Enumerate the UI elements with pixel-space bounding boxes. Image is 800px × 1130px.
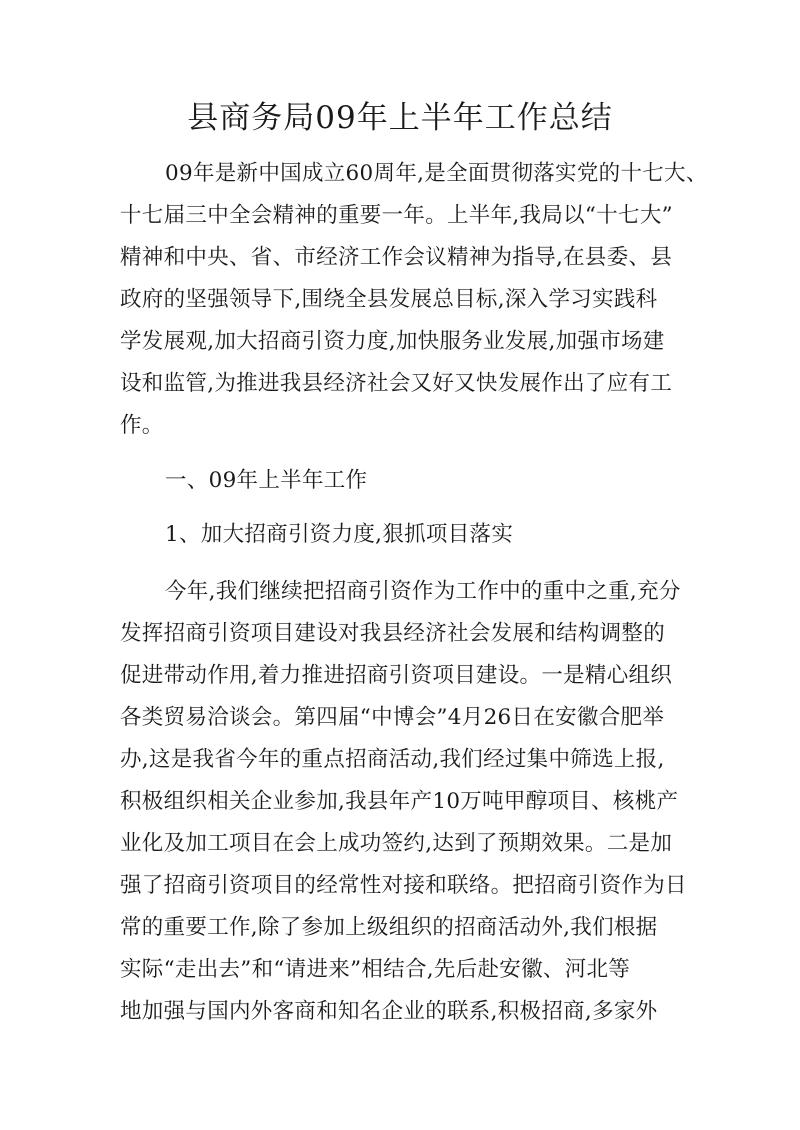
paragraph-line-14: 业化及加工项目在会上成功签约,达到了预期效果。二是加 [120, 831, 673, 856]
document-title: 县商务局09年上半年工作总结 [187, 100, 613, 136]
subsection-heading: 1、加大招商引资力度,狠抓项目落实 [165, 522, 514, 547]
paragraph-line-4: 政府的坚强领导下,围绕全县发展总目标,深入学习实践科 [120, 287, 658, 312]
paragraph-line-16: 常的重要工作,除了参加上级组织的招商活动外,我们根据 [120, 915, 658, 940]
paragraph-line-18: 地加强与国内外客商和知名企业的联系,积极招商,多家外 [120, 999, 658, 1024]
paragraph-line-7: 作。 [120, 413, 164, 438]
paragraph-line-15: 强了招商引资项目的经常性对接和联络。把招商引资作为日 [120, 873, 687, 898]
paragraph-line-3: 精神和中央、省、市经济工作会议精神为指导,在县委、县 [120, 245, 673, 270]
paragraph-line-5: 学发展观,加大招商引资力度,加快服务业发展,加强市场建 [120, 329, 665, 354]
section-heading: 一、09年上半年工作 [165, 468, 368, 493]
paragraph-line-17: 实际“走出去”和“请进来”相结合,先后赴安徽、河北等 [120, 957, 631, 982]
paragraph-line-11: 各类贸易洽谈会。第四届“中博会”4月26日在安徽合肥举 [120, 705, 665, 730]
paragraph-line-8: 今年,我们继续把招商引资作为工作中的重中之重,充分 [165, 579, 681, 604]
paragraph-line-12: 办,这是我省今年的重点招商活动,我们经过集中筛选上报, [120, 747, 665, 772]
paragraph-line-6: 设和监管,为推进我县经济社会又好又快发展作出了应有工 [120, 371, 673, 396]
paragraph-line-13: 积极组织相关企业参加,我县年产10万吨甲醇项目、核桃产 [120, 789, 679, 814]
paragraph-line-2: 十七届三中全会精神的重要一年。上半年,我局以“十七大” [120, 203, 673, 228]
paragraph-line-9: 发挥招商引资项目建设对我县经济社会发展和结构调整的 [120, 621, 666, 646]
paragraph-line-10: 促进带动作用,着力推进招商引资项目建设。一是精心组织 [120, 663, 673, 688]
paragraph-line-1: 09年是新中国成立60周年,是全面贯彻落实党的十七大、 [165, 161, 708, 186]
